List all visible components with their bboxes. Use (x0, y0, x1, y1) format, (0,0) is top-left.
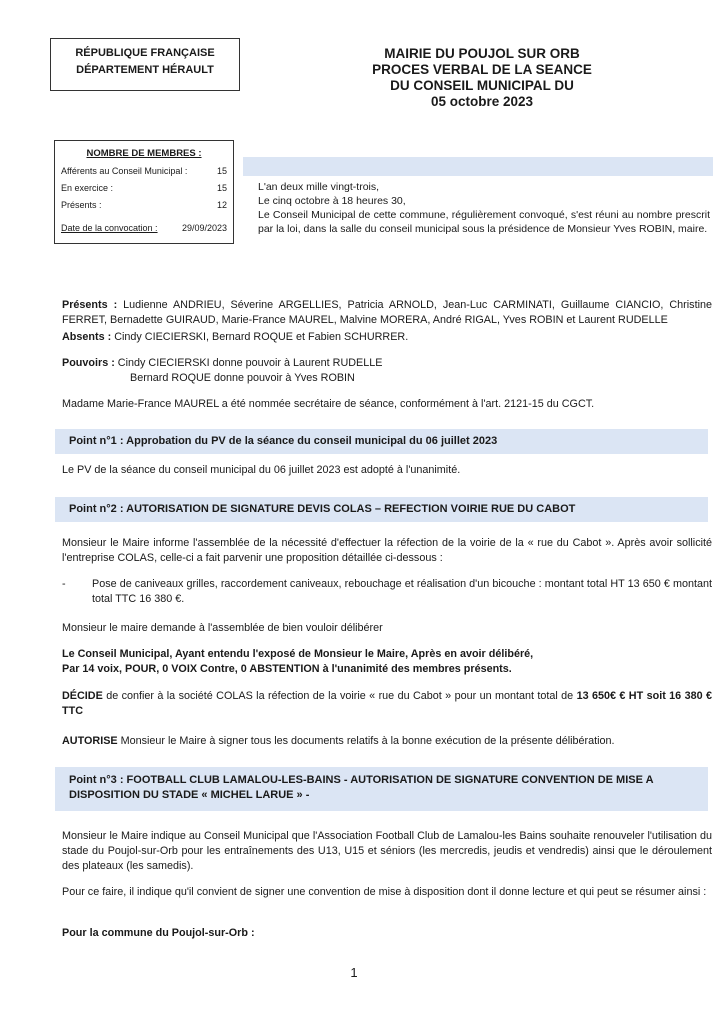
point2-request: Monsieur le maire demande à l'assemblée de bien vouloir délibérer (62, 622, 383, 634)
members-row (61, 163, 227, 180)
members-row (61, 197, 227, 214)
members-heading: NOMBRE DE MEMBRES : (86, 148, 202, 159)
presents-paragraph (62, 298, 712, 328)
bullet-text: Pose de caniveaux grilles, raccordement caniveaux, rebouchage et réalisation d'un bicouche : montant total HT 13 650 € montant total TTC 16 380 €. (92, 578, 712, 605)
header-highlight-bar (243, 157, 713, 176)
presents-names: Ludienne ANDRIEU, Séverine ARGELLIES, Patricia ARNOLD, Jean-Luc CARMINATI, Guillaume CIANCIO, Christine FERRET, Bernadette GUIRAUD, Marie-France MAUREL, Malvine MORERA, André RIGAL, Yves ROBIN et Laurent RUDELLE (62, 299, 712, 326)
vote-line: Par 14 voix, POUR, 0 VOIX Contre, 0 ABSTENTION à l'unanimité des membres présents. (62, 663, 512, 675)
pouvoirs-label: Pouvoirs : (62, 357, 115, 369)
members-box (54, 140, 234, 244)
point3-commune: Pour la commune du Poujol-sur-Orb : (62, 927, 255, 939)
pouvoirs-line: Cindy CIECIERSKI donne pouvoir à Laurent RUDELLE (117, 357, 383, 369)
point2-vote (62, 647, 712, 677)
afferents-label: Afférents au Conseil Municipal : (61, 166, 188, 176)
presents-count-value: 12 (216, 200, 227, 210)
secretary-paragraph: Madame Marie-France MAUREL a été nommée secrétaire de séance, conformément à l'art. 2121-15 du CGCT. (62, 398, 595, 410)
title-line: DU CONSEIL MUNICIPAL DU (390, 78, 574, 93)
point3-summary: Pour ce faire, il indique qu'il convient de signer une convention de mise à disposition dont il donne lecture et qui peut se résumer ainsi : (62, 886, 707, 898)
exercice-value: 15 (216, 183, 227, 193)
decide-label: DÉCIDE (62, 690, 103, 702)
point2-bullet (62, 577, 712, 607)
exercice-label: En exercice : (61, 183, 114, 193)
autorise-label: AUTORISE (62, 735, 118, 747)
intro-line: Le Conseil Municipal de cette commune, régulièrement convoqué, s'est réuni au nombre prescrit par la loi, dans la salle du conseil municipal sous la présidence de Monsieur Yves ROBIN, maire. (258, 209, 710, 235)
document-title (262, 46, 702, 110)
point2-decide (62, 689, 712, 719)
members-row (61, 220, 227, 237)
point2-heading: Point n°2 : AUTORISATION DE SIGNATURE DEVIS COLAS – REFECTION VOIRIE RUE DU CABOT (55, 497, 708, 522)
decide-amount: 13 650€ € HT soit 16 380 € TTC (62, 690, 712, 717)
point1-heading: Point n°1 : Approbation du PV de la séance du conseil municipal du 06 juillet 2023 (55, 429, 708, 454)
presents-count-label: Présents : (61, 200, 102, 210)
republic-box (50, 38, 240, 91)
absents-names: Cindy CIECIERSKI, Bernard ROQUE et Fabien SCHURRER. (114, 331, 409, 343)
afferents-value: 15 (216, 166, 227, 176)
pouvoirs-paragraph (62, 356, 712, 386)
point2-autorise (62, 734, 712, 749)
decide-text: de confier à la société COLAS la réfection de la voirie « rue du Cabot » pour un montant total de (102, 690, 577, 702)
title-line: 05 octobre 2023 (430, 94, 534, 109)
point1-text: Le PV de la séance du conseil municipal du 06 juillet 2023 est adopté à l'unanimité. (62, 464, 461, 476)
title-line: MAIRIE DU POUJOL SUR ORB (384, 46, 580, 61)
page-number: 1 (350, 965, 358, 980)
convocation-value: 29/09/2023 (181, 223, 227, 233)
absents-paragraph (62, 330, 712, 345)
title-line: PROCES VERBAL DE LA SEANCE (372, 62, 592, 77)
bullet-dash: - (62, 578, 66, 590)
members-row (61, 180, 227, 197)
absents-label: Absents : (62, 331, 112, 343)
vote-line: Le Conseil Municipal, Ayant entendu l'exposé de Monsieur le Maire, Après en avoir délibéré, (62, 648, 534, 660)
republic-label: RÉPUBLIQUE FRANÇAISE (75, 47, 215, 59)
point3-intro: Monsieur le Maire indique au Conseil Municipal que l'Association Football Club de Lamalou-les Bains souhaite renouveler l'utilisation du stade du Poujol-sur-Orb pour les entraînements des U13, U15 et séniors (les mercredis, jeudis et vendredis) ainsi que le déroulement des plateaux (les samedis). (62, 830, 712, 872)
intro-line: L'an deux mille vingt-trois, (258, 181, 380, 193)
pouvoirs-line: Bernard ROQUE donne pouvoir à Yves ROBIN (130, 372, 355, 384)
autorise-text: Monsieur le Maire à signer tous les documents relatifs à la bonne exécution de la présente délibération. (117, 735, 615, 747)
department-label: DÉPARTEMENT HÉRAULT (76, 64, 214, 76)
intro-block (258, 180, 710, 236)
point3-heading: Point n°3 : FOOTBALL CLUB LAMALOU-LES-BAINS - AUTORISATION DE SIGNATURE CONVENTION DE MISE A DISPOSITION DU STADE « MICHEL LARUE » - (55, 767, 708, 811)
point2-intro: Monsieur le Maire informe l'assemblée de la nécessité d'effectuer la réfection de la voirie de la « rue du Cabot ». Après avoir sollicité l'entreprise COLAS, celle-ci a fait parvenir une proposition détaillée ci-dessous : (62, 537, 712, 564)
intro-line: Le cinq octobre à 18 heures 30, (258, 195, 406, 207)
presents-label: Présents : (62, 299, 118, 311)
convocation-label: Date de la convocation : (61, 223, 158, 233)
